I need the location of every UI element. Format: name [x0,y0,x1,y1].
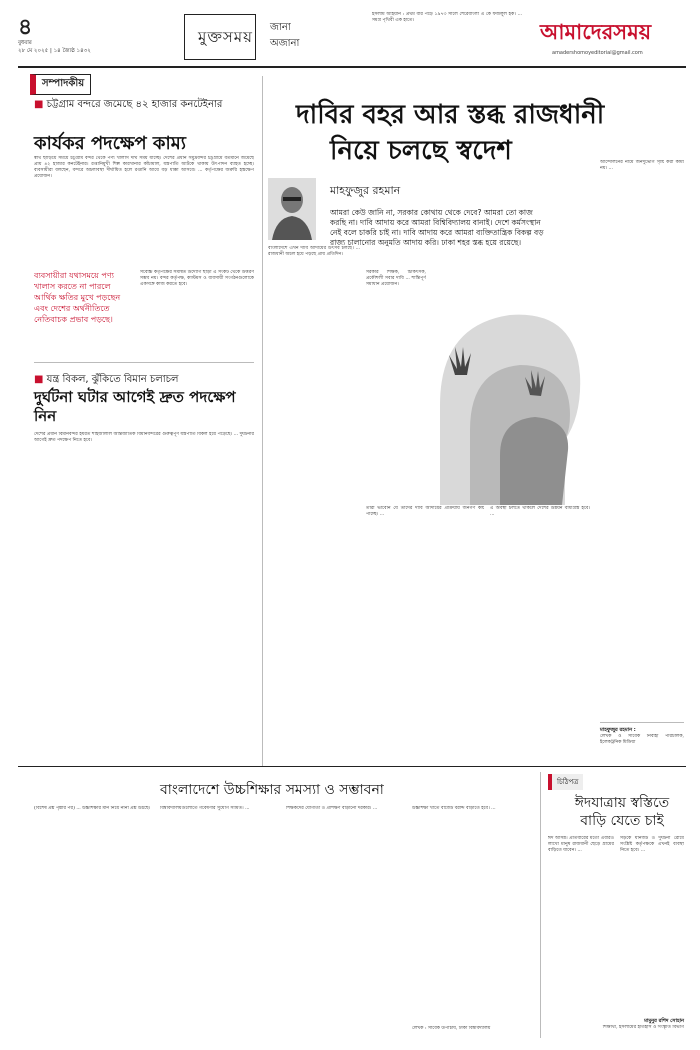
higher-ed-col-3: শিক্ষকদের যোগ্যতা ও প্রশিক্ষণ বাড়ানো দরকার। ... [286,806,378,811]
higher-ed-col-2: বিশ্ববিদ্যালয়গুলোতে গবেষণার সুযোগ সীমিত। ... [160,806,250,811]
lead-col-1: বাংলাদেশে এখন দাবি আদায়ের উৎসব চলছে। ... রাজধানী অচল হয়ে পড়ছে প্রায় প্রতিদিন। [268,246,360,257]
lead-col-5: আন্দোলনের নামে জনদুর্ভোগ সৃষ্টি করা কাম্য নয়। ... [600,160,684,171]
editorial-headline-2: দুর্ঘটনা ঘটার আগেই দ্রুত পদক্ষেপ নিন [34,388,236,425]
section-tagline-1: জানা [270,22,291,33]
editorial-text-1b: সর্বোচ্চ কর্তৃপক্ষের সমন্বিত উদ্যোগ ছাড়া এ সংকট থেকে উত্তরণ সম্ভব নয়। বন্দর কর্তৃপক্ষ, কাস্টমস ও ব্যবসায়ী সংগঠনগুলোকে একসঙ্গে কাজ করতে হবে। [140,270,254,287]
editorial-text-1: স্বার্থ ছাড়িয়ে সময়ে চট্টগ্রাম বন্দর থেকে পণ্য খালাস দীর্ঘ সময় যাচ্ছে। দেশের প্রধান সমুদ্রবন্দর চট্টগ্রামে বর্তমানে জমেছে প্রায় ৪২ হাজার কনটেইনার। রপ্তানিমুখী শিল্প কারখানার কাঁচামাল, যন্ত্রপাতি আটকে থাকায় উৎপাদন ব্যাহত হচ্ছে। ব্যবসায়ীরা বলছেন, বন্দরে অচলাবস্থা দীর্ঘায়িত হলে রপ্তানি আয়ে বড় ধাক্কা আসবে। ... কর্তৃপক্ষের জরুরি হস্তক্ষেপ প্রয়োজন। [34,156,254,179]
higher-ed-col-1: (বিশেষ প্রশ্ন পৃষ্ঠার পর) ... উচ্চশিক্ষার মান নিয়ে নানা প্রশ্ন উঠছে। [34,806,151,811]
letters-signature-note: শিক্ষার্থী, ইসলামের ইতিহাস ও সংস্কৃতি বিভাগ [602,1025,684,1030]
brand-logo: আমাদেরসময় [540,20,652,44]
lead-author-divider [600,722,684,723]
brand-url: amadershomoyeditorial@gmail.com [552,50,643,56]
higher-ed-headline: বাংলাদেশে উচ্চশিক্ষার সমস্যা ও সম্ভাবনা [160,782,384,798]
editorial-pullquote: ব্যবসায়ীরা যথাসময়ে পণ্য খালাস করতে না পারলে আর্থিক ক্ষতির মুখে পড়ছেন এবং দেশের অর্থনীতিতে নেতিবাচক প্রভাব পড়ছে। [34,271,121,324]
editorial-kicker-2: ■ যন্ত্র বিকল, ঝুঁকিতে বিমান চলাচল [34,372,254,389]
weekday: বুধবার [18,40,32,46]
letters-col-2: সড়কে যানজট ও দুর্ঘটনা রোধে সংশ্লিষ্ট কর্তৃপক্ষকে এখনই ব্যবস্থা নিতে হবে। ... [620,836,684,853]
author-photo [268,178,316,240]
letters-signature: মামুনুর রশিদ সোহান [644,1018,684,1024]
lead-illustration [430,255,600,505]
date-line: ২৮ মে ২০২৫ | ১৪ জ্যৈষ্ঠ ১৪৩২ [18,48,91,54]
editorial-label: সম্পাদকীয় [30,74,91,95]
editorial-kicker-1: ■ চট্টগ্রাম বন্দরে জমেছে ৪২ হাজার কনটেইনার [34,98,254,111]
section-divider-bottom [18,766,686,767]
author-byline: মাহফুজুর রহমান [330,184,401,197]
intro-text: ইসলাম আইয়ান : প্রথম বার পড়ে ১৯৭৩ সালে শেরেবাংলা এ কে ফজলুল হক। ... সমগ্র পৃথিবী এক হাতে। [372,12,522,23]
section-title: মুক্তসময় [198,28,253,46]
letters-label: চিঠিপত্র [548,774,583,790]
lead-intro: আমরা কেউ জানি না, সরকার কোথায় থেকে দেবে? আমরা তো কাজ করছি না। দাবি আদায় করে আমরা বিশ্বিবিদ্যালয় বানাই। দেশে কর্মসংস্থান নেই বলে চাকরি চাই না। দাবি আদায় করে আমরা ব্যক্তিতান্ত্রিক বিকল্প বড় রাজ্য চালানোর অনুমতি আদায় করি। ঢাকা শহর স্তব্ধ হয়ে রয়েছে। [330,208,544,247]
letters-col-1: ঈদ আসন্ন। প্রতিবারের মতো এবারও লাখো মানুষ রাজধানী ছেড়ে গ্রামের বাড়িতে যাবেন। ... [548,836,614,853]
editorial-text-2: দেশের প্রধান বিমানবন্দর হযরত শাহজালাল আন্তর্জাতিক বিমানবন্দরের গুরুত্বপূর্ণ যন্ত্রপাতি বিকল হয়ে পড়েছে। ... দুর্ঘটনার আগেই দ্রুত পদক্ষেপ নিতে হবে। [34,432,254,443]
lead-author-note-name: মাহফুজুর রহমান : [600,727,636,733]
higher-ed-col-4: উচ্চশিক্ষা খাতে বাজেট বরাদ্দ বাড়াতে হবে। ... [412,806,496,811]
letters-headline: ঈদযাত্রায় স্বস্তিতে বাড়ি যেতে চাই [574,795,670,829]
section-tagline-2: অজানা [270,38,300,49]
column-divider-right [540,772,541,1038]
masthead-rule [18,66,686,68]
page-number: ৪ [18,15,33,40]
lead-col-4: এ অবস্থা চলতে থাকলে দেশের উন্নয়ন বাধাগ্রস্ত হবে। ... [490,506,590,517]
lead-headline-line1: দাবির বহর আর স্তব্ধ রাজধানী [296,100,605,130]
lead-headline-line2: নিয়ে চলছে স্বদেশ [330,136,512,166]
higher-ed-author-note: লেখক : সাবেক উপাচার্য, ঢাকা বিশ্ববিদ্যালয় [412,1026,491,1031]
lead-author-note: লেখক ও সাবেক নির্বাহী পরিচালক, ইলেকট্রনিক মিডিয়া [600,734,684,745]
editorial-divider [34,362,254,363]
lead-col-3: তারা ভাবেনি যে তাদের দাবি আদায়ের প্রক্রিয়ায় জনগণ কষ্ট পাচ্ছে। ... [366,506,484,517]
column-divider-left [262,76,263,766]
lead-col-2: সরকার শিক্ষক, চিকিৎসক, প্রকৌশলী সবার দাবি ... শান্তিপূর্ণ সমাধান প্রয়োজন। [366,270,426,287]
editorial-headline-1: কার্যকর পদক্ষেপ কাম্য [34,133,186,154]
